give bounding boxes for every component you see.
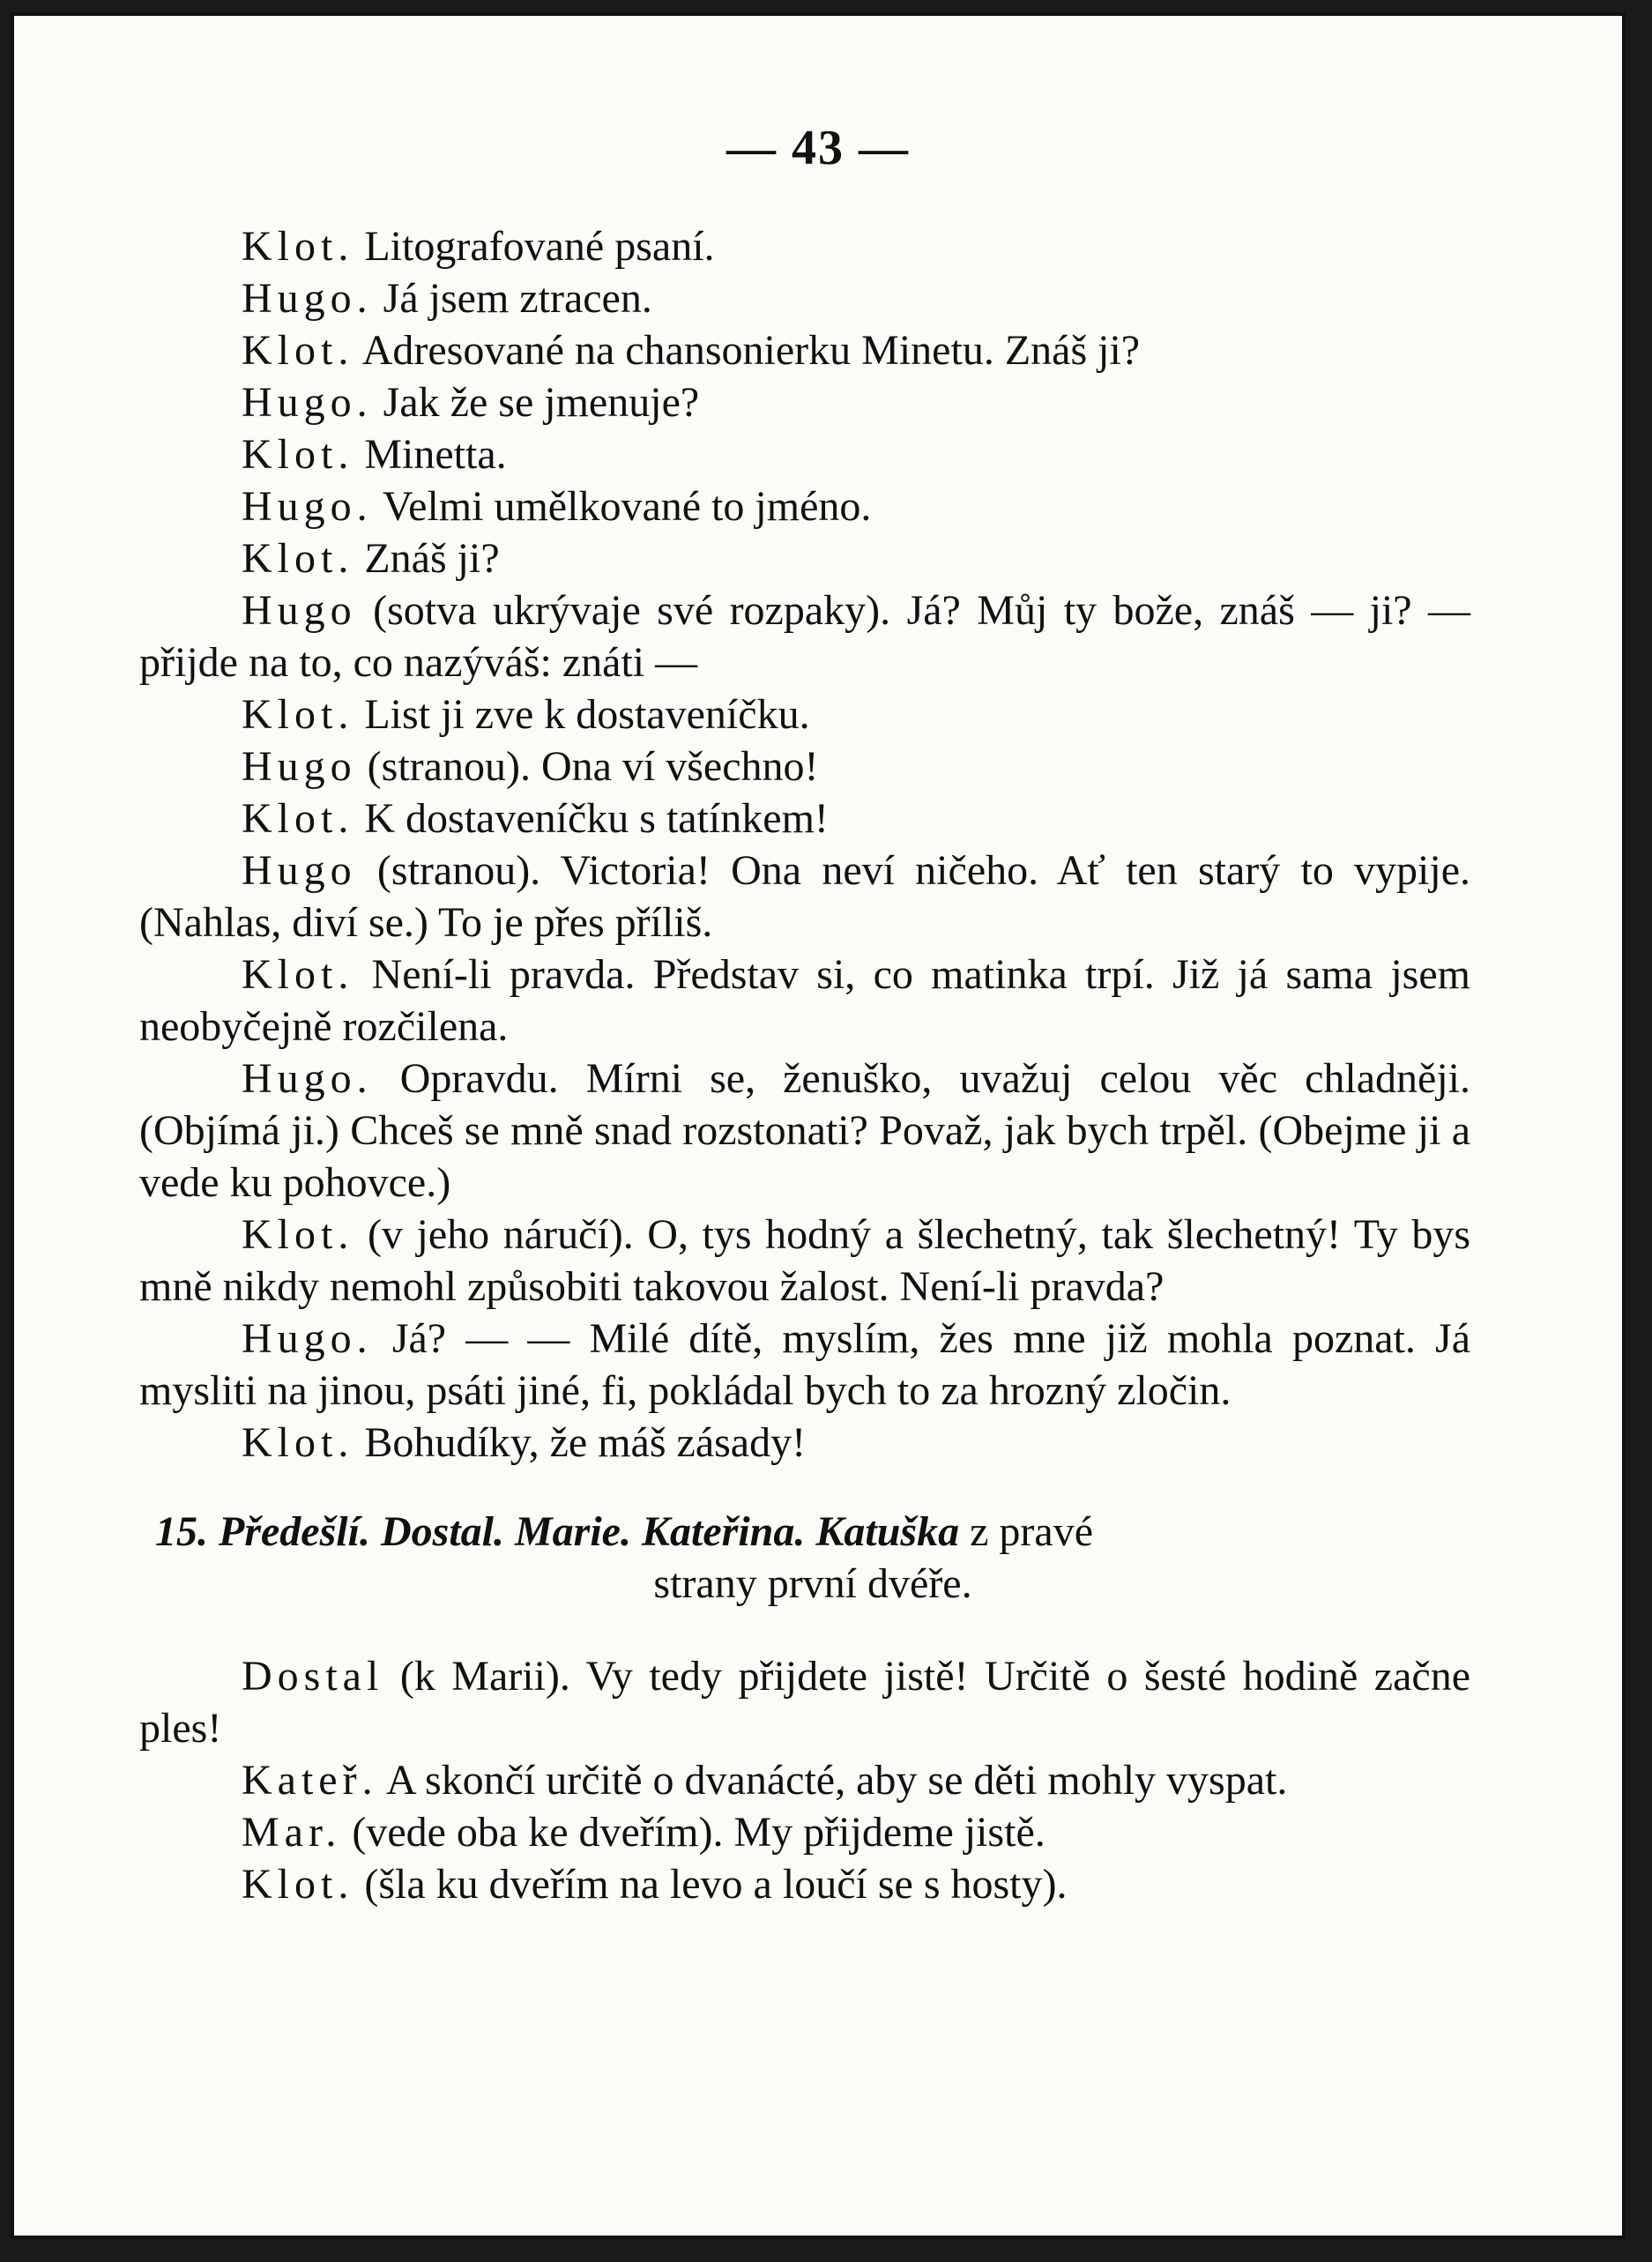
dialogue-line (139, 845, 1470, 949)
line-text: Já jsem ztracen. (383, 275, 652, 322)
line-text: (šla ku dveřím na levo a loučí se s hosty). (364, 1861, 1068, 1908)
dialogue-line (139, 376, 1470, 428)
dialogue-line (139, 428, 1470, 480)
line-text: Znáš ji? (364, 535, 500, 582)
speaker-name: Klot. (242, 535, 354, 582)
line-text: List ji zve k dostaveníčku. (364, 691, 810, 738)
speaker-name: Klot. (242, 431, 354, 478)
scene-heading (139, 1506, 1470, 1610)
book-page (11, 12, 1626, 2239)
dialogue-line (139, 1858, 1470, 1910)
line-text: Jak že se jmenuje? (383, 379, 700, 426)
speaker-name: Dostal (242, 1653, 384, 1700)
speaker-name: Klot. (242, 223, 354, 270)
scene-character: Předešlí. (219, 1508, 370, 1555)
line-text: Velmi umělkované to jméno. (382, 483, 872, 530)
dialogue-line (139, 324, 1470, 376)
speaker-name: Hugo. (242, 379, 373, 426)
scene-character: Kateřina. (641, 1508, 806, 1555)
dialogue-line (139, 532, 1470, 584)
line-text: Opravdu. Mírni se, ženuško, uvažuj celou věc chladněji. (Objímá ji.) Chceš se mně snad rozstonati? Považ, jak bych trpěl. (Obejme ji a vede ku pohovce.) (139, 1055, 1471, 1206)
line-text: Adresované na chansonierku Minetu. Znáš ji? (361, 327, 1141, 374)
scene-character: Dostal. (380, 1508, 504, 1555)
line-text: Bohudíky, že máš zásady! (364, 1419, 807, 1466)
speaker-name: Klot. (242, 951, 354, 998)
speaker-name: Klot. (242, 1419, 354, 1466)
scene-direction-line2: strany první dvéře. (653, 1560, 972, 1607)
line-text: Minetta. (364, 431, 507, 478)
speaker-name: Klot. (242, 327, 354, 374)
line-text: Já? — — Milé dítě, myslím, žes mne již mohla poznat. Já mysliti na jinou, psáti jiné, fi, pokládal bych to za hrozný zločin. (139, 1315, 1471, 1414)
line-text: K dostaveníčku s tatínkem! (364, 795, 829, 842)
dialogue-line (139, 1650, 1470, 1754)
line-text: (sotva ukrývaje své rozpaky). Já? Můj ty bože, znáš — ji? — přijde na to, co nazýváš: znáti — (139, 587, 1471, 686)
speaker-name: Klot. (242, 1861, 354, 1908)
dialogue-line (139, 1053, 1470, 1209)
line-text: (v jeho náručí). O, tys hodný a šlechetný, tak šlechetný! Ty bys mně nikdy nemohl způsobiti takovou žalost. Není-li pravda? (139, 1211, 1471, 1310)
dialogue-line (139, 792, 1470, 845)
page-number: — 43 — (726, 121, 910, 175)
speaker-name: Klot. (242, 1211, 354, 1258)
scene-character: Marie. (514, 1508, 631, 1555)
dialogue-line (139, 1313, 1470, 1417)
speaker-name: Klot. (242, 691, 354, 738)
speaker-name: Hugo. (242, 1315, 373, 1362)
speaker-name: Kateř. (242, 1757, 378, 1804)
speaker-name: Hugo. (242, 1055, 373, 1102)
dialogue-line (139, 949, 1470, 1053)
dialogue-line (139, 1754, 1470, 1806)
scene-character: Katuška (815, 1508, 960, 1555)
dialogue-line (139, 272, 1470, 324)
dialogue-line (139, 688, 1470, 740)
line-text: A skončí určitě o dvanácté, aby se děti mohly vyspat. (385, 1757, 1288, 1804)
scene-number: 15. (155, 1508, 208, 1555)
line-text: (stranou). Victoria! Ona neví ničeho. Ať ten starý to vypije. (Nahlas, diví se.) To je přes příliš. (139, 847, 1471, 946)
speaker-name: Klot. (242, 795, 354, 842)
dialogue-line (139, 584, 1470, 688)
line-text: (vede oba ke dveřím). My přijdeme jistě. (352, 1809, 1046, 1856)
speaker-name: Mar. (242, 1809, 342, 1856)
line-text: Litografované psaní. (364, 223, 715, 270)
dialogue-line (139, 1209, 1470, 1313)
dialogue-line (139, 480, 1470, 532)
page-body (139, 220, 1470, 1910)
line-text: (stranou). Ona ví všechno! (367, 743, 819, 790)
line-text: Není-li pravda. Představ si, co matinka trpí. Již já sama jsem neobyčejně rozčilena. (139, 951, 1471, 1050)
line-text: (k Marii). Vy tedy přijdete jistě! Určitě o šesté hodině začne ples! (139, 1653, 1470, 1752)
speaker-name: Hugo (242, 587, 357, 634)
scene-direction: z pravé (970, 1508, 1093, 1555)
dialogue-line (139, 1417, 1470, 1469)
speaker-name: Hugo (242, 847, 357, 894)
dialogue-line (139, 1806, 1470, 1858)
dialogue-line (139, 220, 1470, 272)
speaker-name: Hugo. (242, 275, 373, 322)
speaker-name: Hugo (242, 743, 357, 790)
dialogue-line (139, 740, 1470, 792)
speaker-name: Hugo. (242, 483, 373, 530)
